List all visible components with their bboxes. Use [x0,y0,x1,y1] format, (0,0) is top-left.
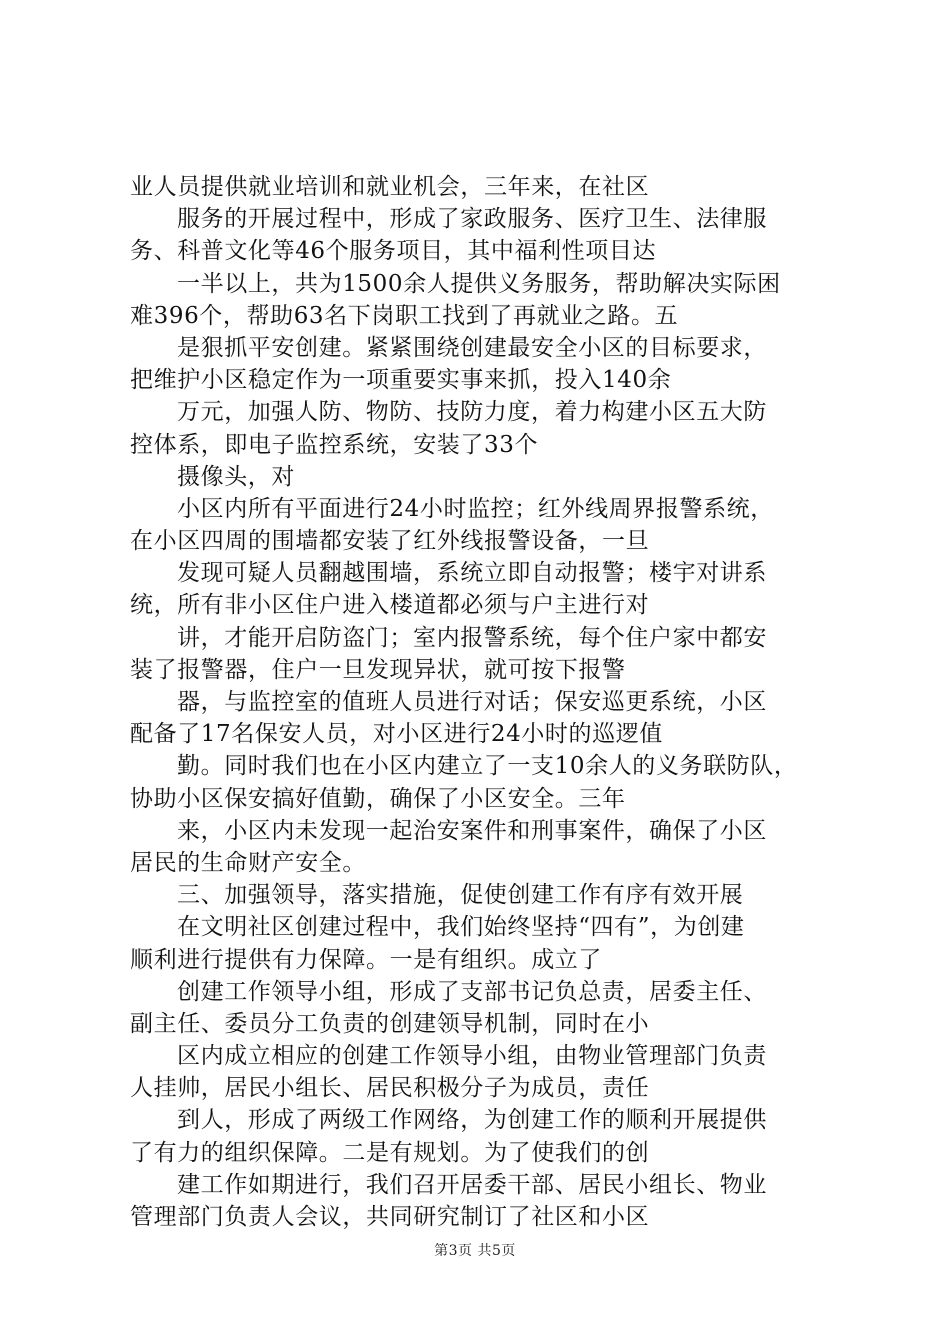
text-line: 一半以上，共为1500余人提供义务服务，帮助解决实际困 [177,270,781,297]
text-line: 摄像头，对 [177,463,295,490]
text-line: 统，所有非小区住户进入楼道都必须与户主进行对 [130,592,650,619]
text-line: 管理部门负责人会议，共同研究制订了社区和小区 [130,1204,650,1230]
text-line: 务、科普文化等46个服务项目，其中福利性项目达 [130,238,657,265]
text-line: 控体系，即电子监控系统，安装了33个 [130,431,539,458]
text-line: 是狠抓平安创建。紧紧围绕创建最安全小区的目标要求， [177,334,767,361]
text-line: 到人，形成了两级工作网络，为创建工作的顺利开展提供 [177,1107,767,1134]
text-line: 建工作如期进行，我们召开居委干部、居民小组长、物业 [177,1171,767,1198]
text-line: 难396个，帮助63名下岗职工找到了再就业之路。五 [130,302,679,329]
text-line: 副主任、委员分工负责的创建领导机制，同时在小 [130,1010,650,1037]
text-line: 把维护小区稳定作为一项重要实事来抓，投入140余 [130,367,672,394]
text-line: 发现可疑人员翻越围墙，系统立即自动报警；楼宇对讲系 [177,560,767,587]
page-footer: 第3页 共5页 [434,1243,516,1259]
text-line: 小区内所有平面进行24小时监控；红外线周界报警系统， [177,495,774,522]
text-line: 区内成立相应的创建工作领导小组，由物业管理部门负责 [177,1043,767,1070]
text-line: 在文明社区创建过程中，我们始终坚持“四有”，为创建 [177,914,745,941]
text-line: 装了报警器，住户一旦发现异状，就可按下报警 [130,656,626,683]
text-line: 了有力的组织保障。二是有规划。为了使我们的创 [130,1139,650,1166]
text-line: 创建工作领导小组，形成了支部书记负总责，居委主任、 [177,978,767,1005]
text-line: 业人员提供就业培训和就业机会，三年来，在社区 [130,174,650,200]
text-line: 器，与监控室的值班人员进行对话；保安巡更系统，小区 [177,689,767,715]
text-line: 勤。同时我们也在小区内建立了一支10余人的义务联防队， [177,753,798,780]
text-line: 人挂帅，居民小组长、居民积极分子为成员，责任 [130,1075,650,1102]
text-line: 三、加强领导，落实措施，促使创建工作有序有效开展 [177,882,744,909]
text-line: 讲，才能开启防盗门；室内报警系统，每个住户家中都安 [177,624,767,651]
text-line: 来，小区内未发现一起治安案件和刑事案件，确保了小区 [177,817,767,844]
text-line: 配备了17名保安人员，对小区进行24小时的巡逻值 [130,721,663,748]
text-line: 协助小区保安搞好值勤，确保了小区安全。三年 [130,785,626,812]
document-body [130,171,835,1233]
text-line: 服务的开展过程中，形成了家政服务、医疗卫生、法律服 [177,206,767,233]
text-line: 万元，加强人防、物防、技防力度，着力构建小区五大防 [177,399,767,426]
text-line: 居民的生命财产安全。 [130,849,366,876]
text-line: 顺利进行提供有力保障。一是有组织。成立了 [130,946,602,973]
text-line: 在小区四周的围墙都安装了红外线报警设备，一旦 [130,528,650,555]
